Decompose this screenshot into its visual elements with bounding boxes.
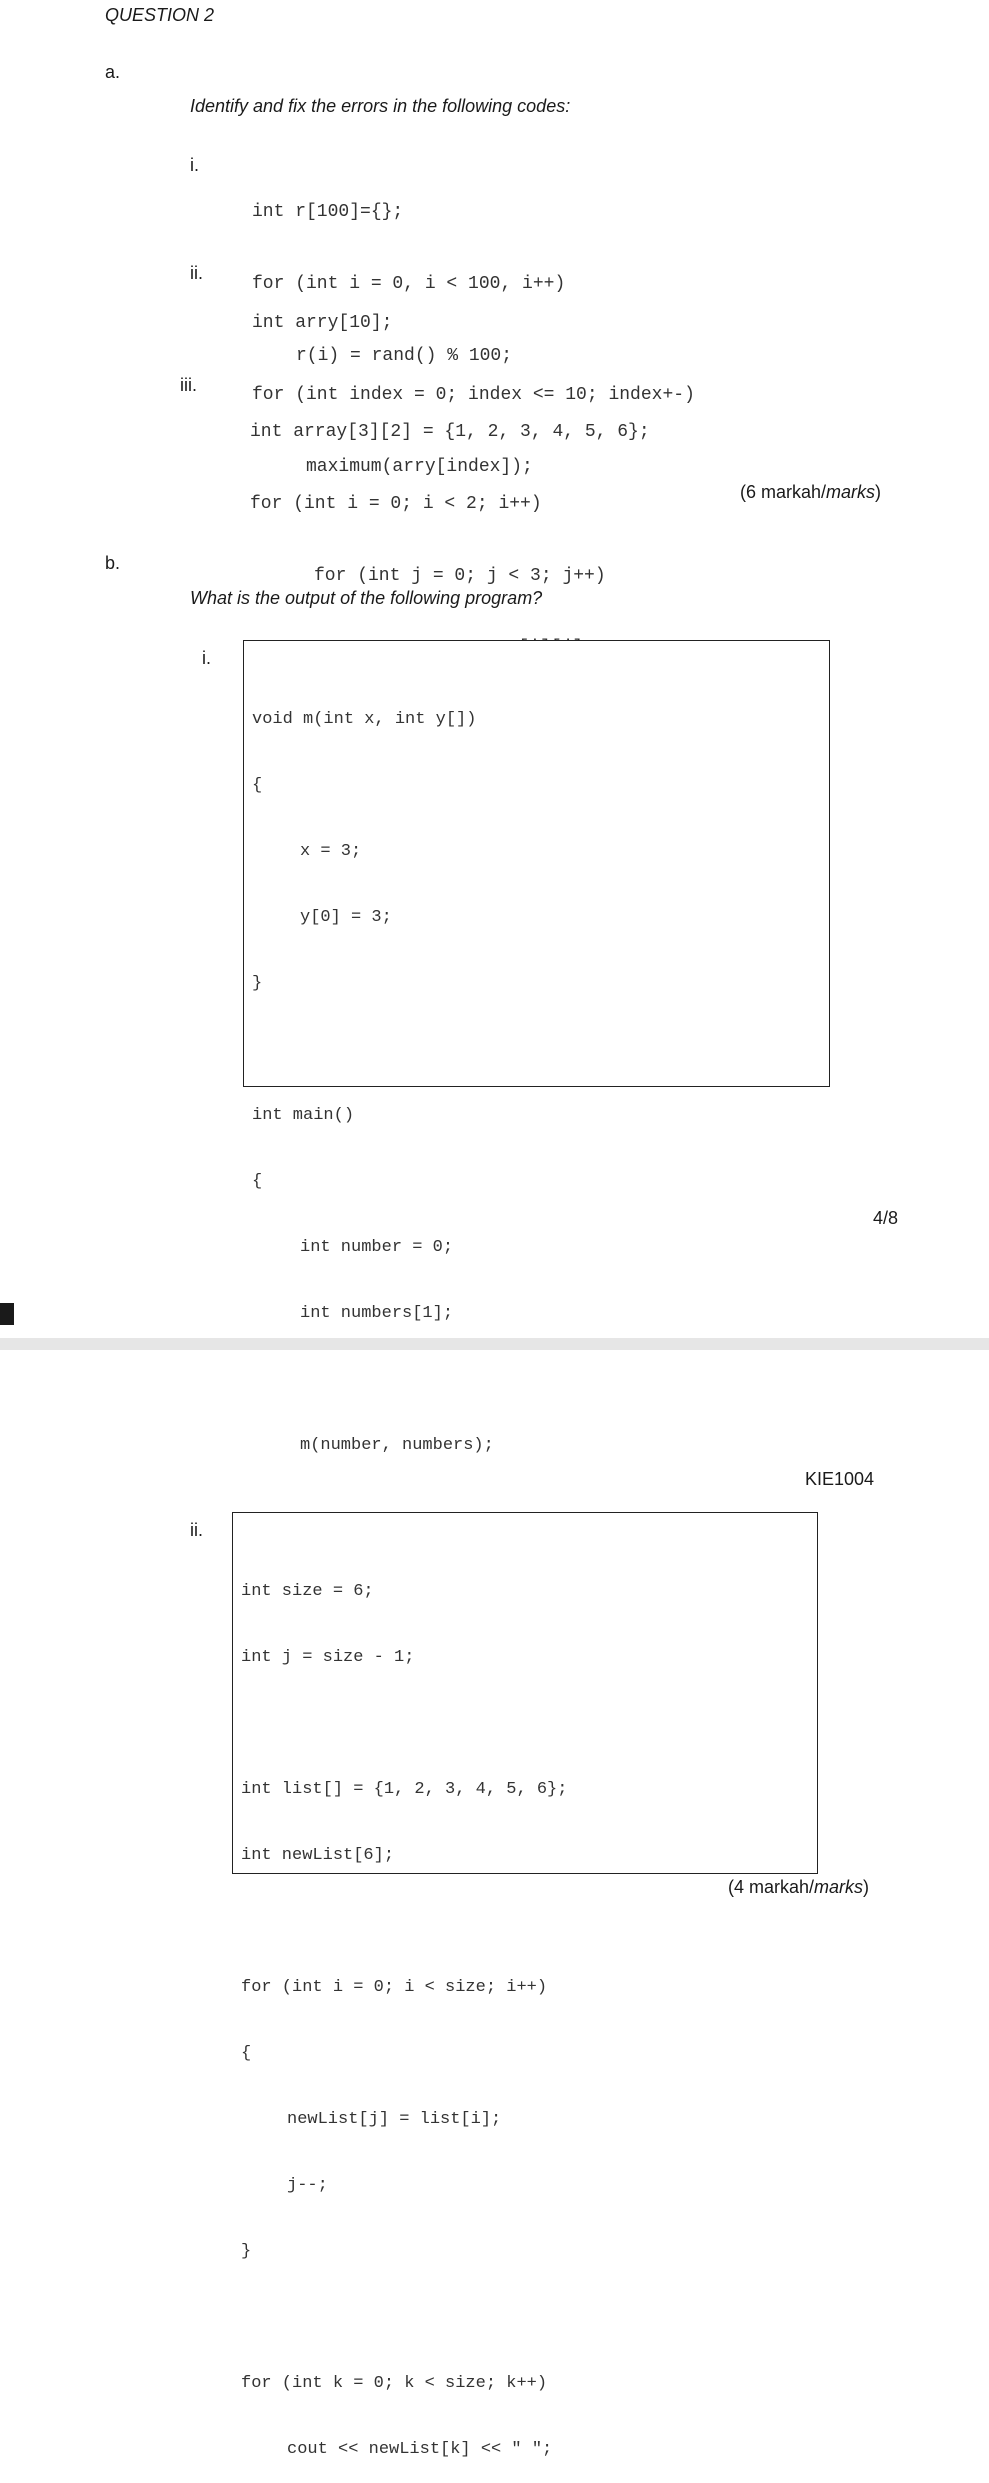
code-line: for (int j = 0; j < 3; j++) <box>314 566 606 586</box>
code-a-iii <box>250 372 650 684</box>
marks-a <box>740 482 881 503</box>
marks-suffix: ) <box>863 1877 870 1897</box>
code-line: int newList[6]; <box>241 1846 395 1865</box>
code-b-ii <box>241 1537 567 2483</box>
part-a-label: a. <box>105 62 121 82</box>
code-line: m(number, numbers); <box>300 1436 494 1455</box>
code-line: x = 3; <box>300 842 362 861</box>
item-a-iii-label: iii. <box>180 375 197 395</box>
marks-prefix: (6 markah/ <box>740 482 827 502</box>
code-line: for (int index = 0; index <= 10; index+-) <box>252 385 695 405</box>
course-code: KIE1004 <box>805 1469 875 1489</box>
code-line: } <box>252 974 263 993</box>
code-line: int main() <box>252 1106 355 1125</box>
code-line: int arry[10]; <box>252 313 393 333</box>
marks-prefix: (4 markah/ <box>728 1877 815 1897</box>
code-line: j--; <box>287 2176 328 2195</box>
part-b-label: b. <box>105 553 121 573</box>
page-divider <box>0 1338 989 1350</box>
part-b-instruction: What is the output of the following program? <box>190 588 543 608</box>
code-line: int r[100]={}; <box>252 202 404 222</box>
code-line: for (int k = 0; k < size; k++) <box>241 2374 548 2393</box>
code-line: { <box>252 1172 263 1191</box>
question-title: QUESTION 2 <box>105 5 215 25</box>
code-line: for (int i = 0; i < 2; i++) <box>250 494 542 514</box>
code-line: { <box>252 776 263 795</box>
code-line: int array[3][2] = {1, 2, 3, 4, 5, 6}; <box>250 422 650 442</box>
page-number: 4/8 <box>873 1208 899 1228</box>
code-line: newList[j] = list[i]; <box>287 2110 502 2129</box>
item-a-ii-label: ii. <box>190 263 203 283</box>
item-a-i-label: i. <box>190 155 199 175</box>
code-line: int number = 0; <box>300 1238 454 1257</box>
code-line: int list[] = {1, 2, 3, 4, 5, 6}; <box>241 1780 568 1799</box>
side-tab-marker <box>0 1303 14 1325</box>
code-line: void m(int x, int y[]) <box>252 710 477 729</box>
marks-word: marks <box>826 482 876 502</box>
marks-b <box>728 1877 869 1898</box>
code-line: { <box>241 2044 252 2063</box>
code-line: int j = size - 1; <box>241 1648 415 1667</box>
code-line: int numbers[1]; <box>300 1304 454 1323</box>
code-line: for (int i = 0; i < size; i++) <box>241 1978 548 1997</box>
code-line: r(i) = rand() % 100; <box>296 346 513 366</box>
item-b-i-label: i. <box>202 648 211 668</box>
code-line: int size = 6; <box>241 1582 374 1601</box>
code-line: y[0] = 3; <box>300 908 392 927</box>
marks-suffix: ) <box>875 482 882 502</box>
code-line: } <box>241 2242 252 2261</box>
code-line: for (int i = 0, i < 100, i++) <box>252 274 566 294</box>
code-line: maximum(arry[index]); <box>306 457 533 477</box>
part-a-instruction: Identify and fix the errors in the following codes: <box>190 96 571 116</box>
item-b-ii-label: ii. <box>190 1520 203 1540</box>
code-line: cout << newList[k] << " "; <box>287 2440 553 2459</box>
marks-word: marks <box>814 1877 864 1897</box>
